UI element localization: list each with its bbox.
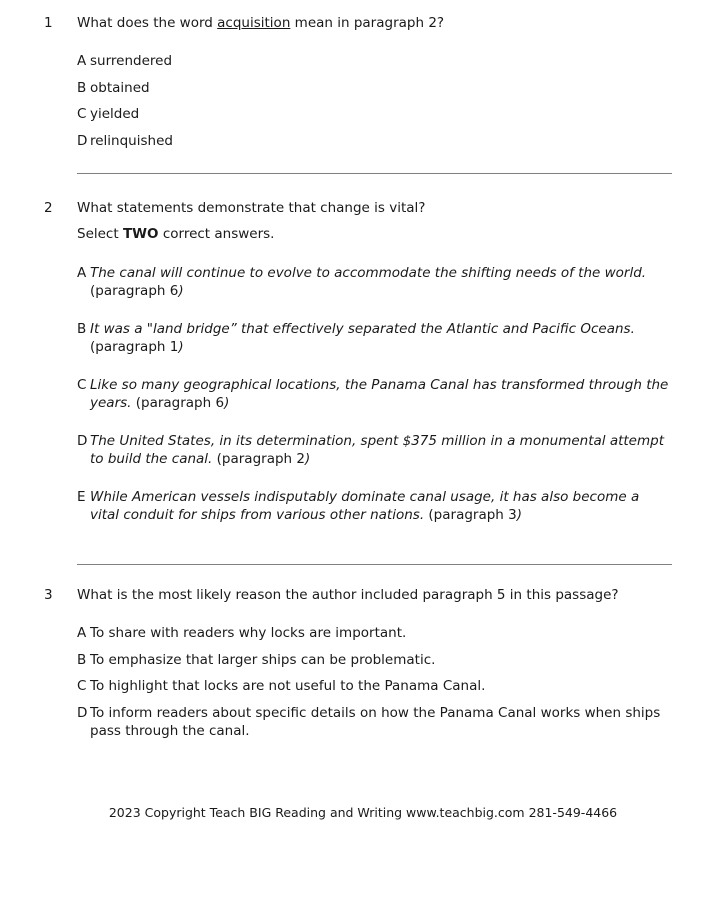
paragraph-ref-text: (paragraph 6	[90, 283, 179, 299]
stem-text-before: What does the word	[77, 15, 218, 31]
answer-option[interactable]	[77, 79, 672, 97]
instruction-text-before: Select	[77, 226, 123, 242]
question-3	[0, 586, 726, 748]
answer-option[interactable]	[77, 677, 672, 695]
option-quote: The canal will continue to evolve to accommodate the shifting needs of the world.	[90, 265, 647, 281]
option-paragraph-ref	[90, 339, 184, 355]
answer-option[interactable]	[77, 320, 672, 356]
option-paragraph-ref	[136, 395, 230, 411]
answer-options	[77, 52, 672, 150]
option-text: To emphasize that larger ships can be problematic.	[90, 651, 436, 668]
answer-option[interactable]	[77, 624, 672, 642]
answer-option[interactable]	[77, 651, 672, 669]
option-text: relinquished	[90, 132, 173, 149]
option-paragraph-ref	[90, 283, 184, 299]
answer-option[interactable]	[77, 105, 672, 123]
option-paragraph-ref	[428, 507, 522, 523]
option-quote: It was a "land bridge” that effectively separated the Atlantic and Pacific Oceans.	[90, 321, 635, 337]
option-letter: C	[77, 106, 87, 122]
option-text	[90, 321, 635, 355]
option-text: surrendered	[90, 53, 173, 69]
paragraph-ref-close: )	[516, 507, 523, 523]
question-1	[0, 14, 726, 158]
option-text: yielded	[90, 106, 140, 122]
option-quote: While American vessels indisputably dominate canal usage, it has also become a vital conduit for ships from various other nations.	[90, 489, 640, 523]
answer-option[interactable]	[77, 376, 672, 412]
option-text: To inform readers about specific details on how the Panama Canal works when ships pass through the canal.	[90, 704, 661, 739]
question-number: 2	[44, 200, 53, 216]
paragraph-ref-text: (paragraph 6	[135, 395, 225, 411]
instruction-emphasis: TWO	[122, 226, 159, 242]
option-text	[90, 489, 639, 523]
option-letter: C	[77, 377, 87, 393]
option-letter: C	[77, 678, 87, 694]
option-text	[90, 433, 664, 467]
option-text: To highlight that locks are not useful to the Panama Canal.	[90, 678, 486, 694]
section-divider	[77, 173, 672, 174]
option-letter: D	[77, 433, 88, 449]
option-text: To share with readers why locks are important.	[90, 625, 407, 641]
option-letter: D	[77, 132, 88, 149]
option-letter: A	[77, 625, 87, 641]
question-stem	[77, 14, 672, 32]
answer-options	[77, 264, 672, 524]
option-letter: B	[77, 79, 87, 96]
option-letter: A	[77, 53, 87, 69]
question-number: 1	[44, 15, 53, 31]
answer-option[interactable]	[77, 488, 672, 524]
option-letter: A	[77, 265, 87, 281]
question-stem: What is the most likely reason the author included paragraph 5 in this passage?	[77, 587, 619, 603]
paragraph-ref-close: )	[304, 451, 311, 467]
paragraph-ref-close: )	[178, 283, 184, 299]
option-letter: D	[77, 704, 88, 721]
option-letter: B	[77, 651, 87, 668]
answer-options	[77, 624, 672, 740]
paragraph-ref-close: )	[178, 339, 184, 355]
stem-underlined-word: acquisition	[217, 15, 291, 31]
option-text	[90, 377, 668, 411]
paragraph-ref-close: )	[224, 395, 230, 411]
answer-option[interactable]	[77, 52, 672, 70]
option-quote: The United States, in its determination, spent $375 million in a monumental attempt to build the canal.	[90, 433, 665, 467]
paragraph-ref-text: (paragraph 2	[216, 451, 305, 467]
paragraph-ref-text: (paragraph 1	[90, 339, 179, 355]
question-stem: What statements demonstrate that change is vital?	[77, 200, 426, 216]
instruction-text-after: correct answers.	[158, 226, 275, 242]
answer-option[interactable]	[77, 432, 672, 468]
answer-option[interactable]	[77, 264, 672, 300]
stem-text-after: mean in paragraph 2?	[290, 15, 445, 31]
option-text: obtained	[90, 79, 150, 96]
option-letter: B	[77, 321, 87, 337]
question-instruction	[77, 225, 672, 243]
page-footer: 2023 Copyright Teach BIG Reading and Writing www.teachbig.com 281-549-4466	[108, 805, 618, 820]
option-letter: E	[77, 489, 86, 505]
answer-option[interactable]	[77, 704, 672, 740]
section-divider	[77, 564, 672, 565]
option-quote: Like so many geographical locations, the Panama Canal has transformed through the years.	[90, 377, 669, 411]
option-text	[90, 265, 646, 299]
answer-option[interactable]	[77, 132, 672, 150]
question-number: 3	[44, 587, 53, 603]
paragraph-ref-text: (paragraph 3	[428, 507, 517, 523]
option-paragraph-ref	[217, 451, 311, 467]
question-2	[0, 199, 726, 524]
